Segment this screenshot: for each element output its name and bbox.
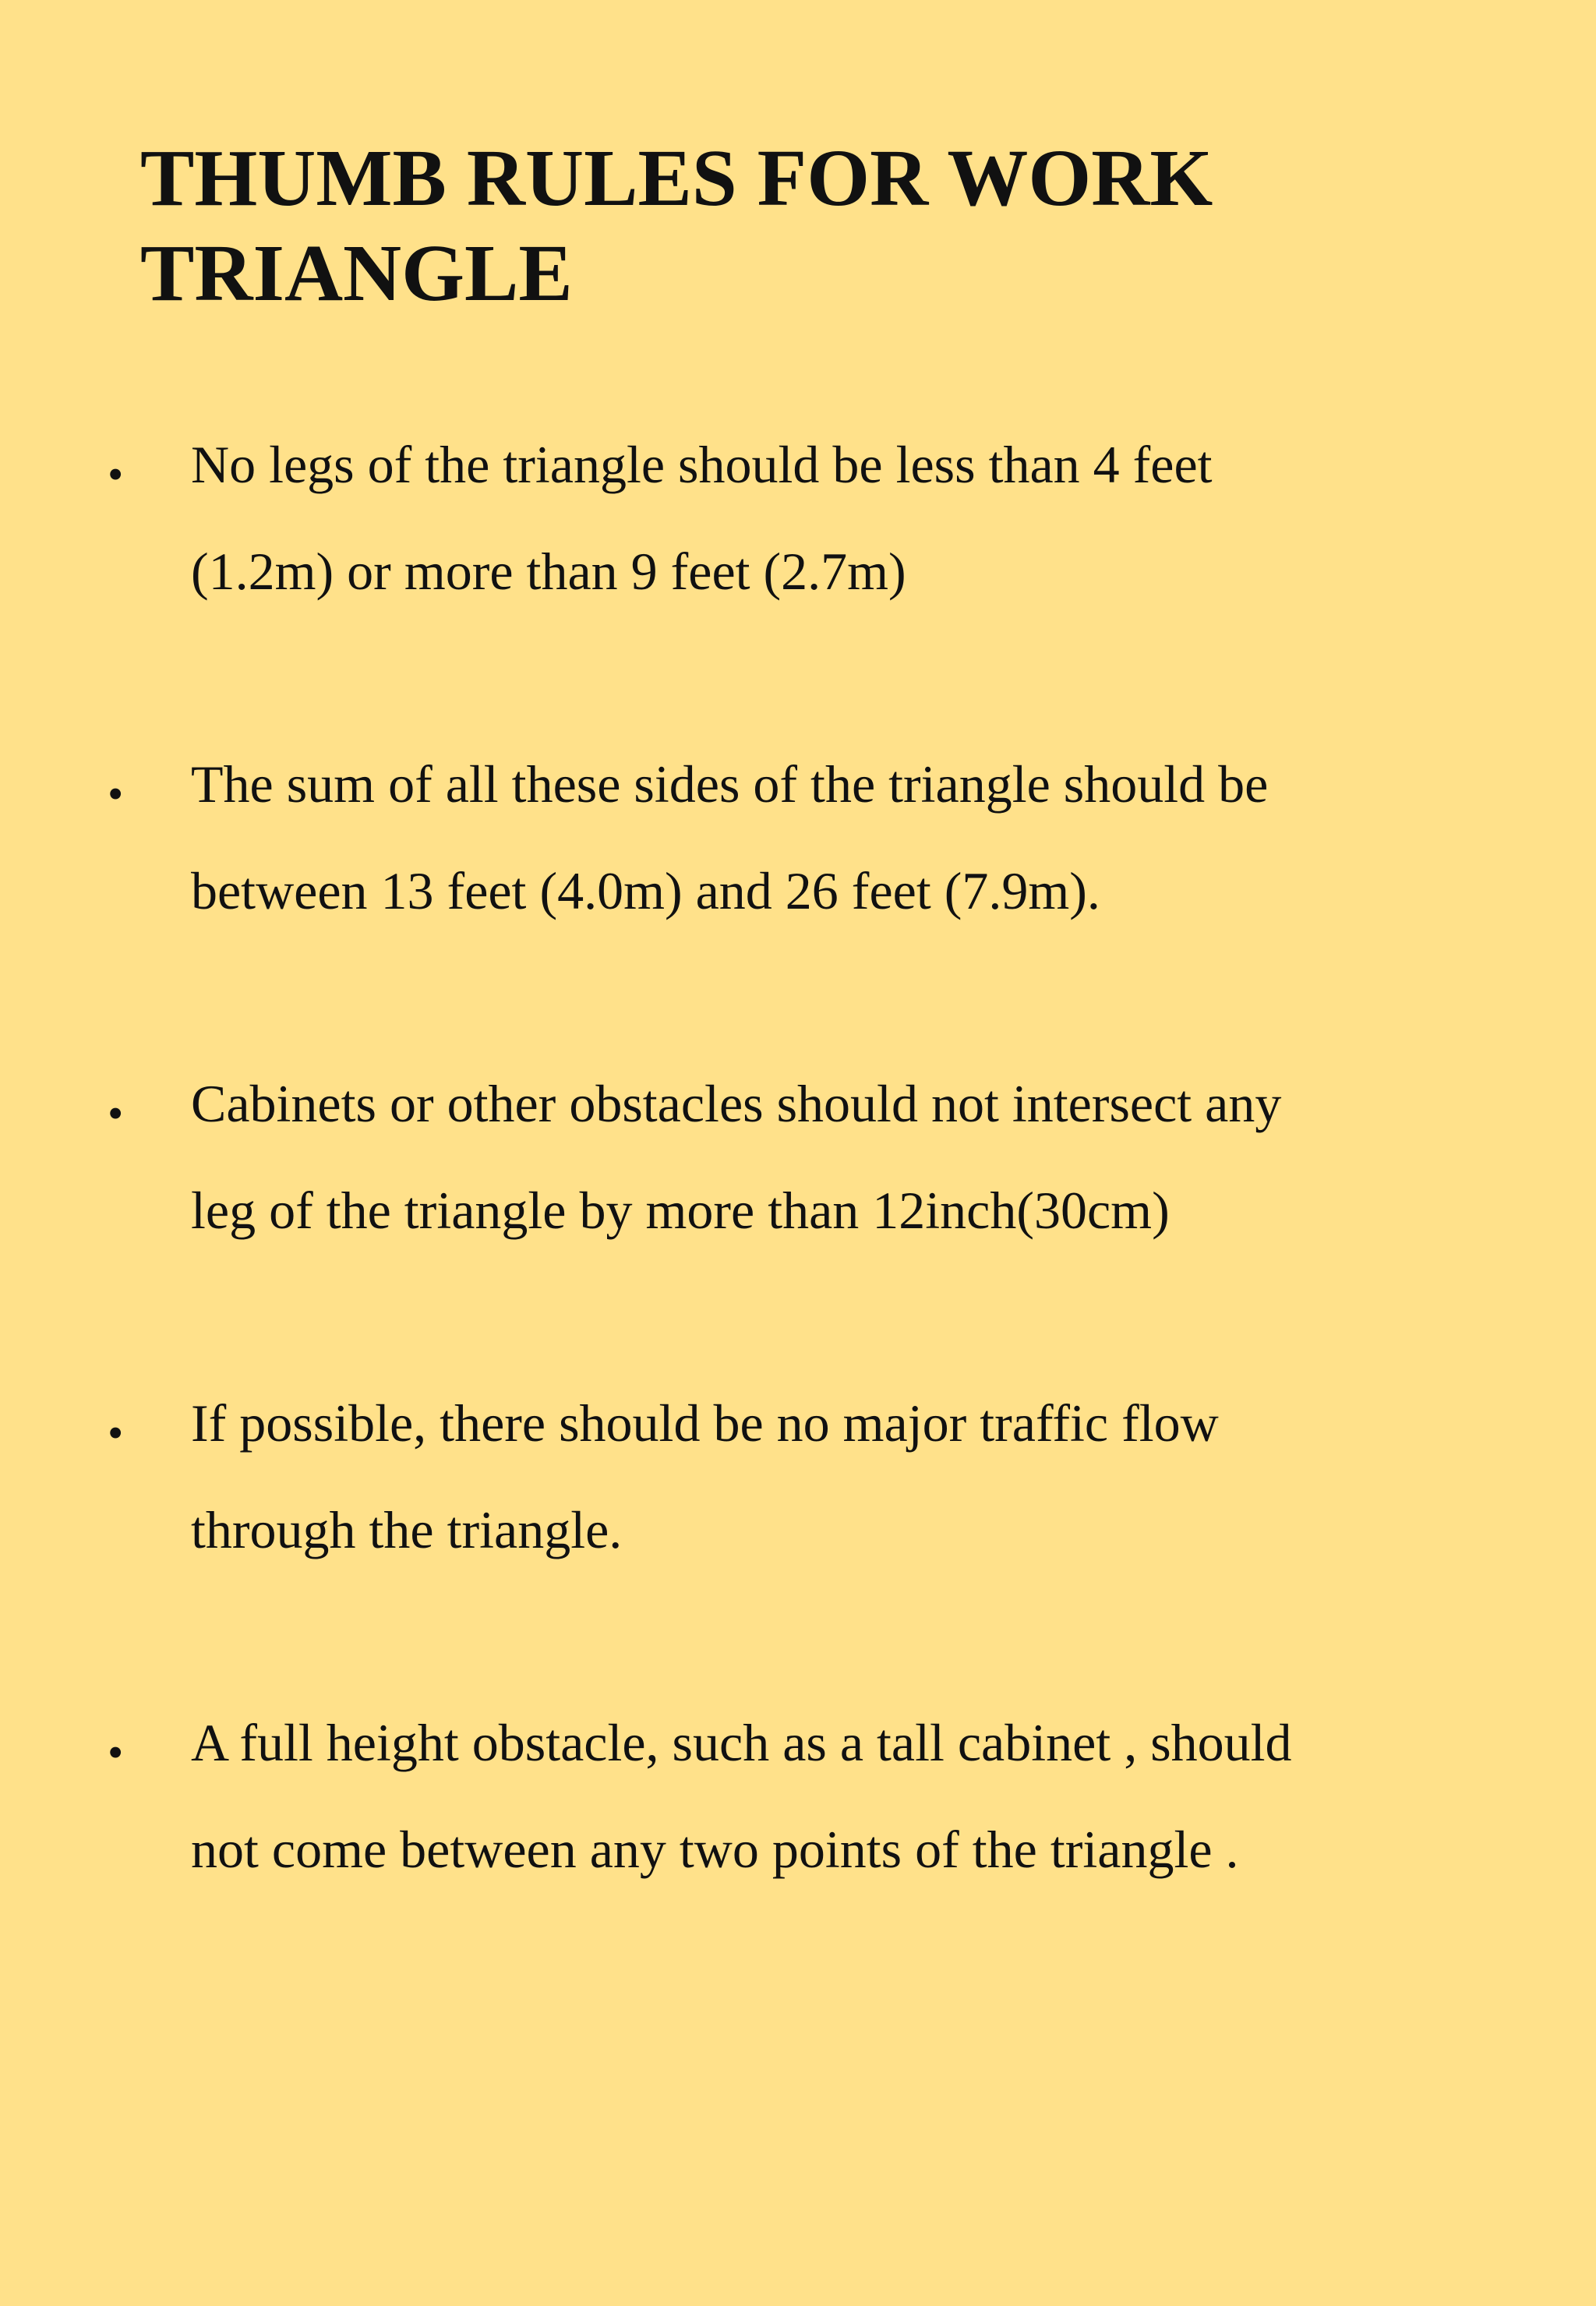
bullet-line-1: No legs of the triangle should be less than 4 feet <box>191 435 1213 494</box>
list-item <box>0 1714 1596 2034</box>
bullet-icon: • <box>108 1727 124 1778</box>
bullet-line-2: between 13 feet (4.0m) and 26 feet (7.9m). <box>191 861 1100 920</box>
bullet-line-1: A full height obstacle, such as a tall cabinet , should <box>191 1713 1292 1772</box>
bullet-line-1: The sum of all these sides of the triangle should be <box>191 754 1269 814</box>
bullet-line-2: (1.2m) or more than 9 feet (2.7m) <box>191 542 906 601</box>
bullet-icon: • <box>108 1088 124 1139</box>
title-line-2: TRIANGLE <box>140 228 573 318</box>
bullet-line-2: not come between any two points of the triangle . <box>191 1820 1239 1879</box>
page-title <box>140 131 1465 321</box>
bullet-line-2: leg of the triangle by more than 12inch(30cm) <box>191 1181 1170 1240</box>
list-item <box>0 1395 1596 1714</box>
bullet-text <box>191 1051 1500 1264</box>
bullet-text <box>191 411 1500 625</box>
bullet-line-1: If possible, there should be no major traffic flow <box>191 1393 1219 1453</box>
bullet-icon: • <box>108 449 124 500</box>
list-item <box>0 1075 1596 1395</box>
bullet-line-1: Cabinets or other obstacles should not intersect any <box>191 1074 1282 1133</box>
list-item <box>0 436 1596 756</box>
title-line-1: THUMB RULES FOR WORK <box>140 133 1213 223</box>
bullet-text <box>191 1370 1500 1584</box>
bullet-icon: • <box>108 1407 124 1458</box>
bullet-text <box>191 1690 1500 1903</box>
list-item <box>0 756 1596 1075</box>
bullet-icon: • <box>108 768 124 819</box>
bullet-text <box>191 731 1500 945</box>
bullet-line-2: through the triangle. <box>191 1500 623 1559</box>
bullet-list <box>0 436 1596 2034</box>
